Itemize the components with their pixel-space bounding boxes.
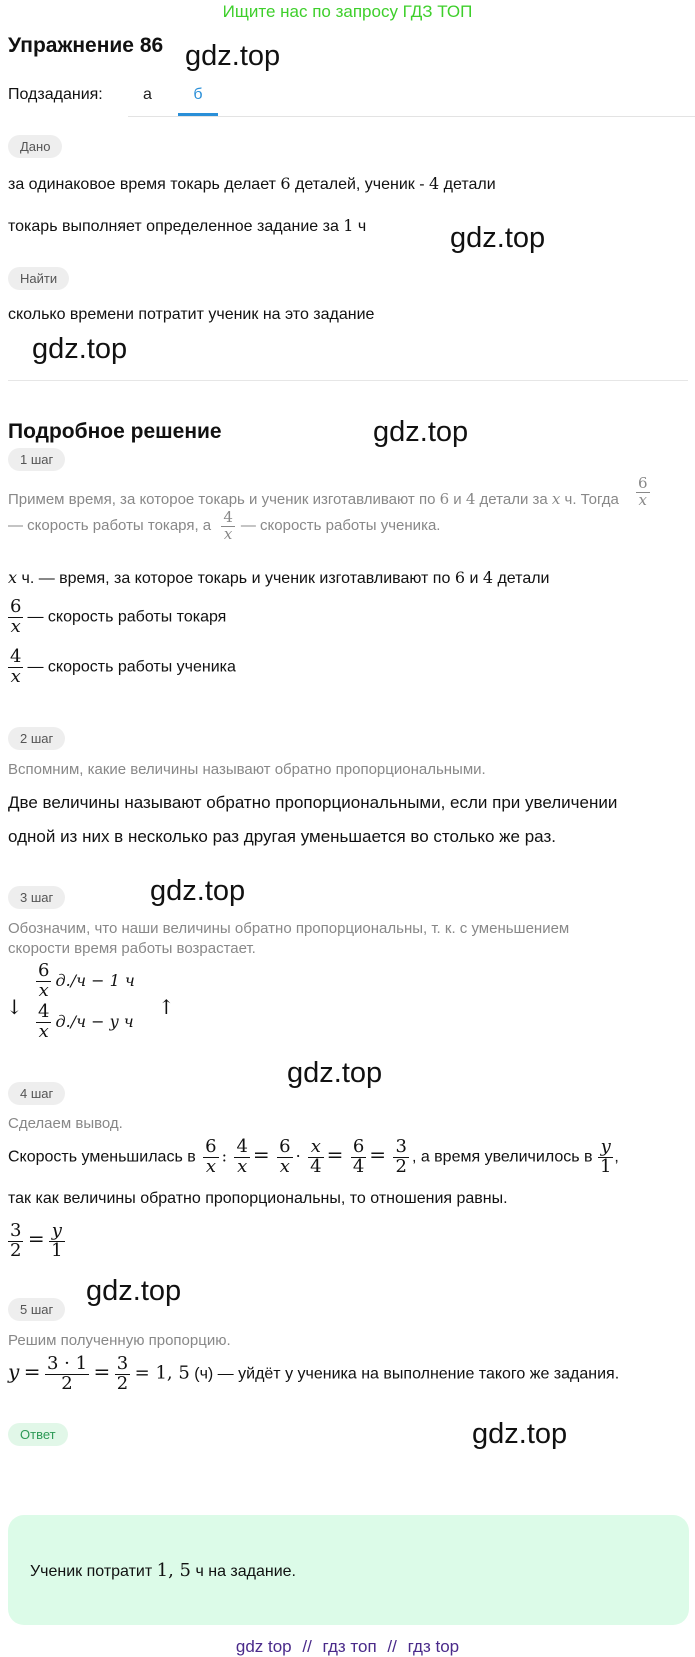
step-3-row-1: $\frac{6}{x}$ д./ч − 1 ч — [38, 960, 135, 1001]
watermark: gdz.top — [287, 1057, 383, 1089]
given-line-2: токарь выполняет определенное задание за 1 ч — [8, 216, 367, 235]
step-1-hint-b: — скорость работы токаря, а $\frac{4}{x}$ — скорость работы ученика. — [8, 508, 441, 543]
footer-link-gdz-top-ru[interactable]: гдз топ — [322, 1637, 377, 1656]
footer-link-gdz-top-mixed[interactable]: гдз top — [407, 1637, 460, 1656]
step-4-badge: 4 шаг — [8, 1082, 65, 1105]
top-banner[interactable]: Ищите нас по запросу ГДЗ ТОП — [222, 2, 473, 21]
active-tab-indicator — [178, 113, 218, 116]
step-3-hint-2: скорости время работы возрастает. — [8, 940, 256, 957]
step-1-speed-student: $\frac{4}{x}$ — скорость работы ученика — [10, 646, 236, 687]
step-1-badge: 1 шаг — [8, 448, 65, 471]
page-title: Упражнение 86 — [8, 34, 164, 57]
watermark: gdz.top — [32, 333, 128, 365]
footer-separator: // — [302, 1637, 312, 1656]
step-5-equation: y = $\frac{3 \cdot 1}{2}$ = $\frac{3}{2}$ = 1, 5 (ч) — уйдёт у ученика на выполнение такого же задания. — [8, 1353, 620, 1394]
watermark: gdz.top — [450, 222, 546, 254]
step-3-badge: 3 шаг — [8, 886, 65, 909]
step-2-line-1: Две величины называют обратно пропорциональными, если при увеличении — [8, 793, 618, 812]
watermark: gdz.top — [373, 416, 469, 448]
tab-b[interactable]: б — [193, 86, 203, 103]
divider — [8, 380, 688, 381]
solution-title: Подробное решение — [8, 420, 222, 443]
watermark: gdz.top — [86, 1275, 182, 1307]
step-5-badge: 5 шаг — [8, 1298, 65, 1321]
find-badge: Найти — [8, 267, 69, 290]
step-2-hint: Вспомним, какие величины называют обратно пропорциональными. — [8, 761, 486, 778]
answer-badge: Ответ — [8, 1423, 68, 1446]
subtasks-label: Подзадания: — [8, 86, 103, 103]
step-3-row-2: $\frac{4}{x}$ д./ч − y ч — [38, 1001, 134, 1042]
watermark: gdz.top — [150, 875, 246, 907]
answer-text: Ученик потратит 1, 5 ч на задание. — [30, 1560, 296, 1581]
arrow-up-icon: ↑ — [158, 995, 175, 1019]
watermark: gdz.top — [472, 1418, 568, 1450]
step-1-line-1: x ч. — время, за которое токарь и ученик изготавливают по 6 и 4 детали — [8, 568, 550, 587]
step-1-hint-a: Примем время, за которое токарь и ученик изготавливают по 6 и 4 детали за x ч. Тогда — [8, 490, 619, 508]
tab-a[interactable]: а — [143, 86, 152, 103]
step-2-badge: 2 шаг — [8, 727, 65, 750]
footer-separator: // — [387, 1637, 397, 1656]
step-4-line-2: так как величины обратно пропорциональны, то отношения равны. — [8, 1190, 508, 1207]
given-badge: Дано — [8, 135, 62, 158]
step-5-hint: Решим полученную пропорцию. — [8, 1332, 231, 1349]
step-4-line-1: Скорость уменьшилась в $\frac{6}{x}$ : $\frac{4}{x}$ = $\frac{6}{x}$ · $\frac{x}{4}$ = $\frac{6}{4}$ = $\frac{3}{2}$ , а время увеличилось в $\frac{y}{1}$ , — [8, 1136, 619, 1177]
arrow-down-icon: ↓ — [6, 995, 23, 1019]
watermark: gdz.top — [185, 40, 281, 72]
step-4-proportion: $\frac{3}{2}$ = $\frac{y}{1}$ — [10, 1220, 63, 1261]
step-1-speed-turner: $\frac{6}{x}$ — скорость работы токаря — [10, 596, 227, 637]
fraction-6-over-x: $\frac{6}{x}$ — [638, 474, 648, 509]
footer-links — [0, 1637, 695, 1657]
find-text: сколько времени потратит ученик на это задание — [8, 306, 375, 323]
subtask-tabs — [128, 80, 695, 117]
given-line-1: за одинаковое время токарь делает 6 деталей, ученик - 4 детали — [8, 174, 496, 193]
step-4-hint: Сделаем вывод. — [8, 1115, 123, 1132]
step-3-hint-1: Обозначим, что наши величины обратно пропорциональны, т. к. с уменьшением — [8, 920, 570, 937]
footer-link-gdz-top[interactable]: gdz top — [235, 1637, 292, 1656]
step-2-line-2: одной из них в несколько раз другая уменьшается во столько же раз. — [8, 827, 556, 846]
